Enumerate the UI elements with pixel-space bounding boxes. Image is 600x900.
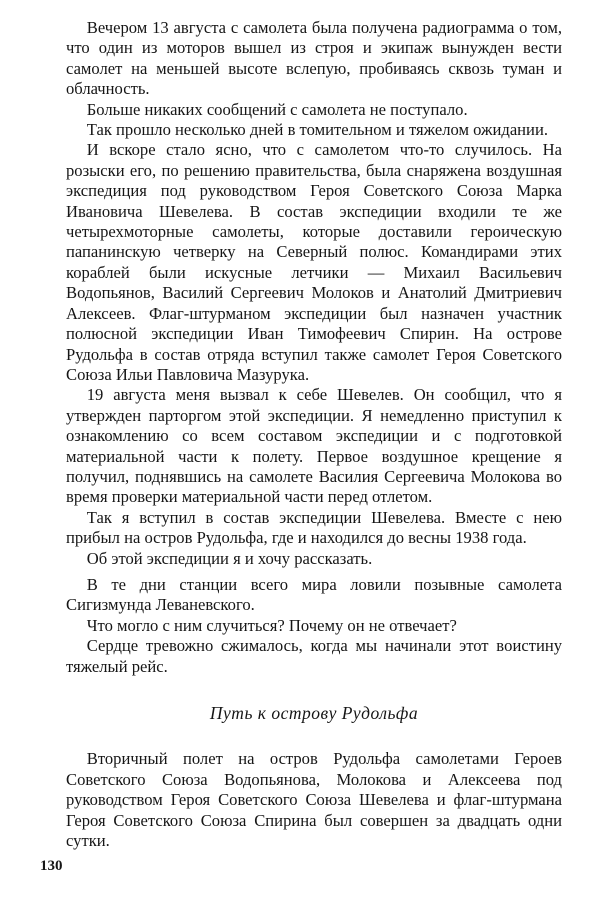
paragraph-question: Что могло с ним случиться? Почему он не отвечает? [86, 615, 457, 635]
paragraph-no-messages: Больше никаких сообщений с самолета не поступало. [86, 99, 468, 119]
paragraph-call-signs: В те дни станции всего мира ловили позывные самолета Сигизмунда Леваневского. [66, 574, 562, 615]
paragraph-expedition: И вскоре стало ясно, что с самолетом что-то случилось. На розыски его, по решению правительства, была снаряжена воздушная экспедиция под руководством Героя Советского Союза Марка Ивановича Шевелева. В состав экспедиции входили те же четырехмоторные самолеты, которые доставили героическую папанинскую четверку на Северный полюс. Командирами этих кораблей были искусные летчики — Михаил Васильевич Водопьянов, Василий Сергеевич Молоков и Анатолий Дмитриевич Алексеев. Флаг-штурманом экспедиции был назначен участник полюсной экспедиции Иван Тимофеевич Спирин. На острове Рудольфа в состав отряда вступил также самолет Героя Советского Союза Ильи Павловича Мазурука. [66, 140, 562, 384]
page-number: 130 [40, 858, 63, 874]
paragraph-joined: Так я вступил в состав экспедиции Шевелева. Вместе с нею прибыл на остров Рудольфа, где и находился до весны 1938 года. [66, 507, 562, 548]
paragraph-waiting: Так прошло несколько дней в томительном и тяжелом ожидании. [86, 120, 548, 140]
heading-spacer-bottom [66, 723, 562, 749]
section-heading: Путь к острову Рудольфа [209, 703, 419, 723]
paragraph-party-organizer: 19 августа меня вызвал к себе Шевелев. Он сообщил, что я утвержден парторгом этой экспедиции. Я немедленно приступил к ознакомлению со всем составом экспедиции и с подготовкой материальной части к полету. Первое воздушное крещение я получил, поднявшись на самолете Василия Сергеевича Молокова во время проверки материальной части перед отлетом. [66, 385, 562, 507]
paragraph-second-flight: Вторичный полет на остров Рудольфа самолетами Героев Советского Союза Водопьянова, Молокова и Алексеева под руководством Героя Советского Союза Шевелева и флаг-штурмана Героя Советского Союза Спирина был совершен за двадцать одни сутки. [66, 749, 562, 851]
paragraph-heart: Сердце тревожно сжималось, когда мы начинали этот вοистину тяжелый рейс. [66, 636, 562, 676]
paragraph-radiogram: Вечером 13 августа с самолета была получена радиограмма о том, что один из моторов вышел из строя и экипаж вынужден вести самолет на меньшей высоте вслепую, пробиваясь сквозь туман и облачность. [66, 18, 562, 99]
paragraph-intent: Об этой экспедиции я и хочу рассказать. [86, 548, 373, 568]
page-body [66, 18, 562, 851]
heading-spacer-top [66, 677, 562, 703]
